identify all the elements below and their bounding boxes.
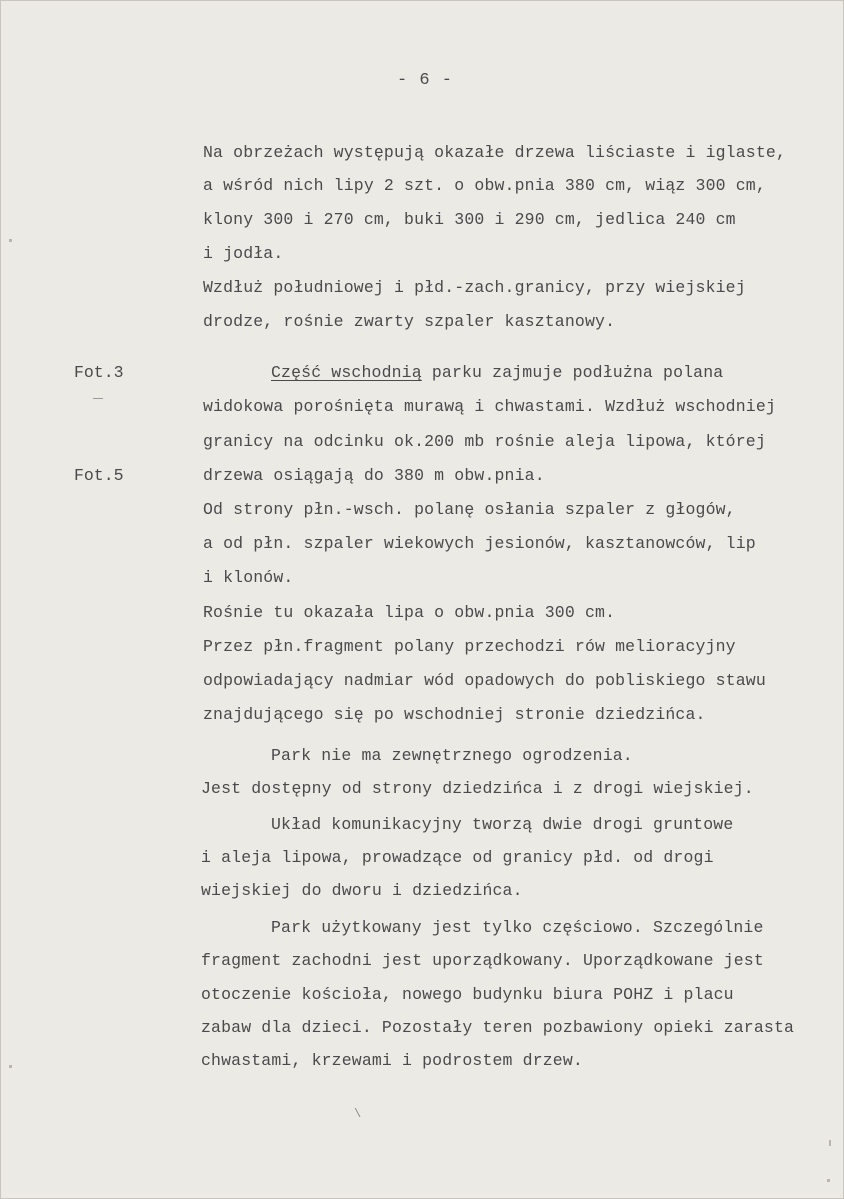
text-line: granicy na odcinku ok.200 mb rośnie aleja lipowa, której xyxy=(203,432,766,451)
text-line: i klonów. xyxy=(203,568,294,587)
text-line: Jest dostępny od strony dziedzińca i z drogi wiejskiej. xyxy=(201,779,754,798)
text-line: Od strony płn.-wsch. polanę osłania szpaler z głogów, xyxy=(203,500,736,519)
text-line: odpowiadający nadmiar wód opadowych do pobliskiego stawu xyxy=(203,671,766,690)
stray-mark: \ xyxy=(354,1107,362,1121)
margin-note-photo-5: Fot.5 xyxy=(74,466,124,485)
scan-mark xyxy=(829,1140,831,1146)
text-line: a od płn. szpaler wiekowych jesionów, kasztanowców, lip xyxy=(203,534,756,553)
text-line: a wśród nich lipy 2 szt. o obw.pnia 380 cm, wiąz 300 cm, xyxy=(203,176,766,195)
text-line: klony 300 i 270 cm, buki 300 i 290 cm, jedlica 240 cm xyxy=(203,210,736,229)
scan-mark xyxy=(9,239,12,242)
text-line: Przez płn.fragment polany przechodzi rów melioracyjny xyxy=(203,637,736,656)
text-line: fragment zachodni jest uporządkowany. Uporządkowane jest xyxy=(201,951,764,970)
scan-mark xyxy=(9,1065,12,1068)
text-line: Rośnie tu okazała lipa o obw.pnia 300 cm. xyxy=(203,603,616,622)
text-line: wiejskiej do dworu i dziedzińca. xyxy=(201,881,523,900)
margin-note-photo-3: Fot.3 xyxy=(74,363,124,382)
page-number: - 6 - xyxy=(397,71,454,90)
text-line: chwastami, krzewami i podrostem drzew. xyxy=(201,1051,583,1070)
text-line: drodze, rośnie zwarty szpaler kasztanowy. xyxy=(203,312,616,331)
text-line: Na obrzeżach występują okazałe drzewa liściaste i iglaste, xyxy=(203,143,786,162)
margin-dash-mark xyxy=(93,398,103,399)
text-line: Park nie ma zewnętrznego ogrodzenia. xyxy=(271,746,633,765)
text-line: otoczenie kościoła, nowego budynku biura POHZ i placu xyxy=(201,985,734,1004)
text-line: drzewa osiągają do 380 m obw.pnia. xyxy=(203,466,545,485)
text-line xyxy=(271,363,723,382)
text-fragment: parku zajmuje podłużna polana xyxy=(431,363,724,382)
text-line: i aleja lipowa, prowadzące od granicy płd. od drogi xyxy=(201,848,714,867)
text-line: zabaw dla dzieci. Pozostały teren pozbawiony opieki zarasta xyxy=(201,1018,795,1037)
text-line: Wzdłuż południowej i płd.-zach.granicy, przy wiejskiej xyxy=(203,278,746,297)
scan-mark xyxy=(827,1179,830,1182)
text-line: i jodła. xyxy=(203,244,284,263)
text-line: widokowa porośnięta murawą i chwastami. Wzdłuż wschodniej xyxy=(203,397,776,416)
text-line: Układ komunikacyjny tworzą dwie drogi gruntowe xyxy=(271,815,734,834)
text-line: Park użytkowany jest tylko częściowo. Szczególnie xyxy=(271,918,764,937)
underlined-heading: Część wschodnią xyxy=(271,363,422,382)
text-line: znajdującego się po wschodniej stronie dziedzińca. xyxy=(203,705,706,724)
